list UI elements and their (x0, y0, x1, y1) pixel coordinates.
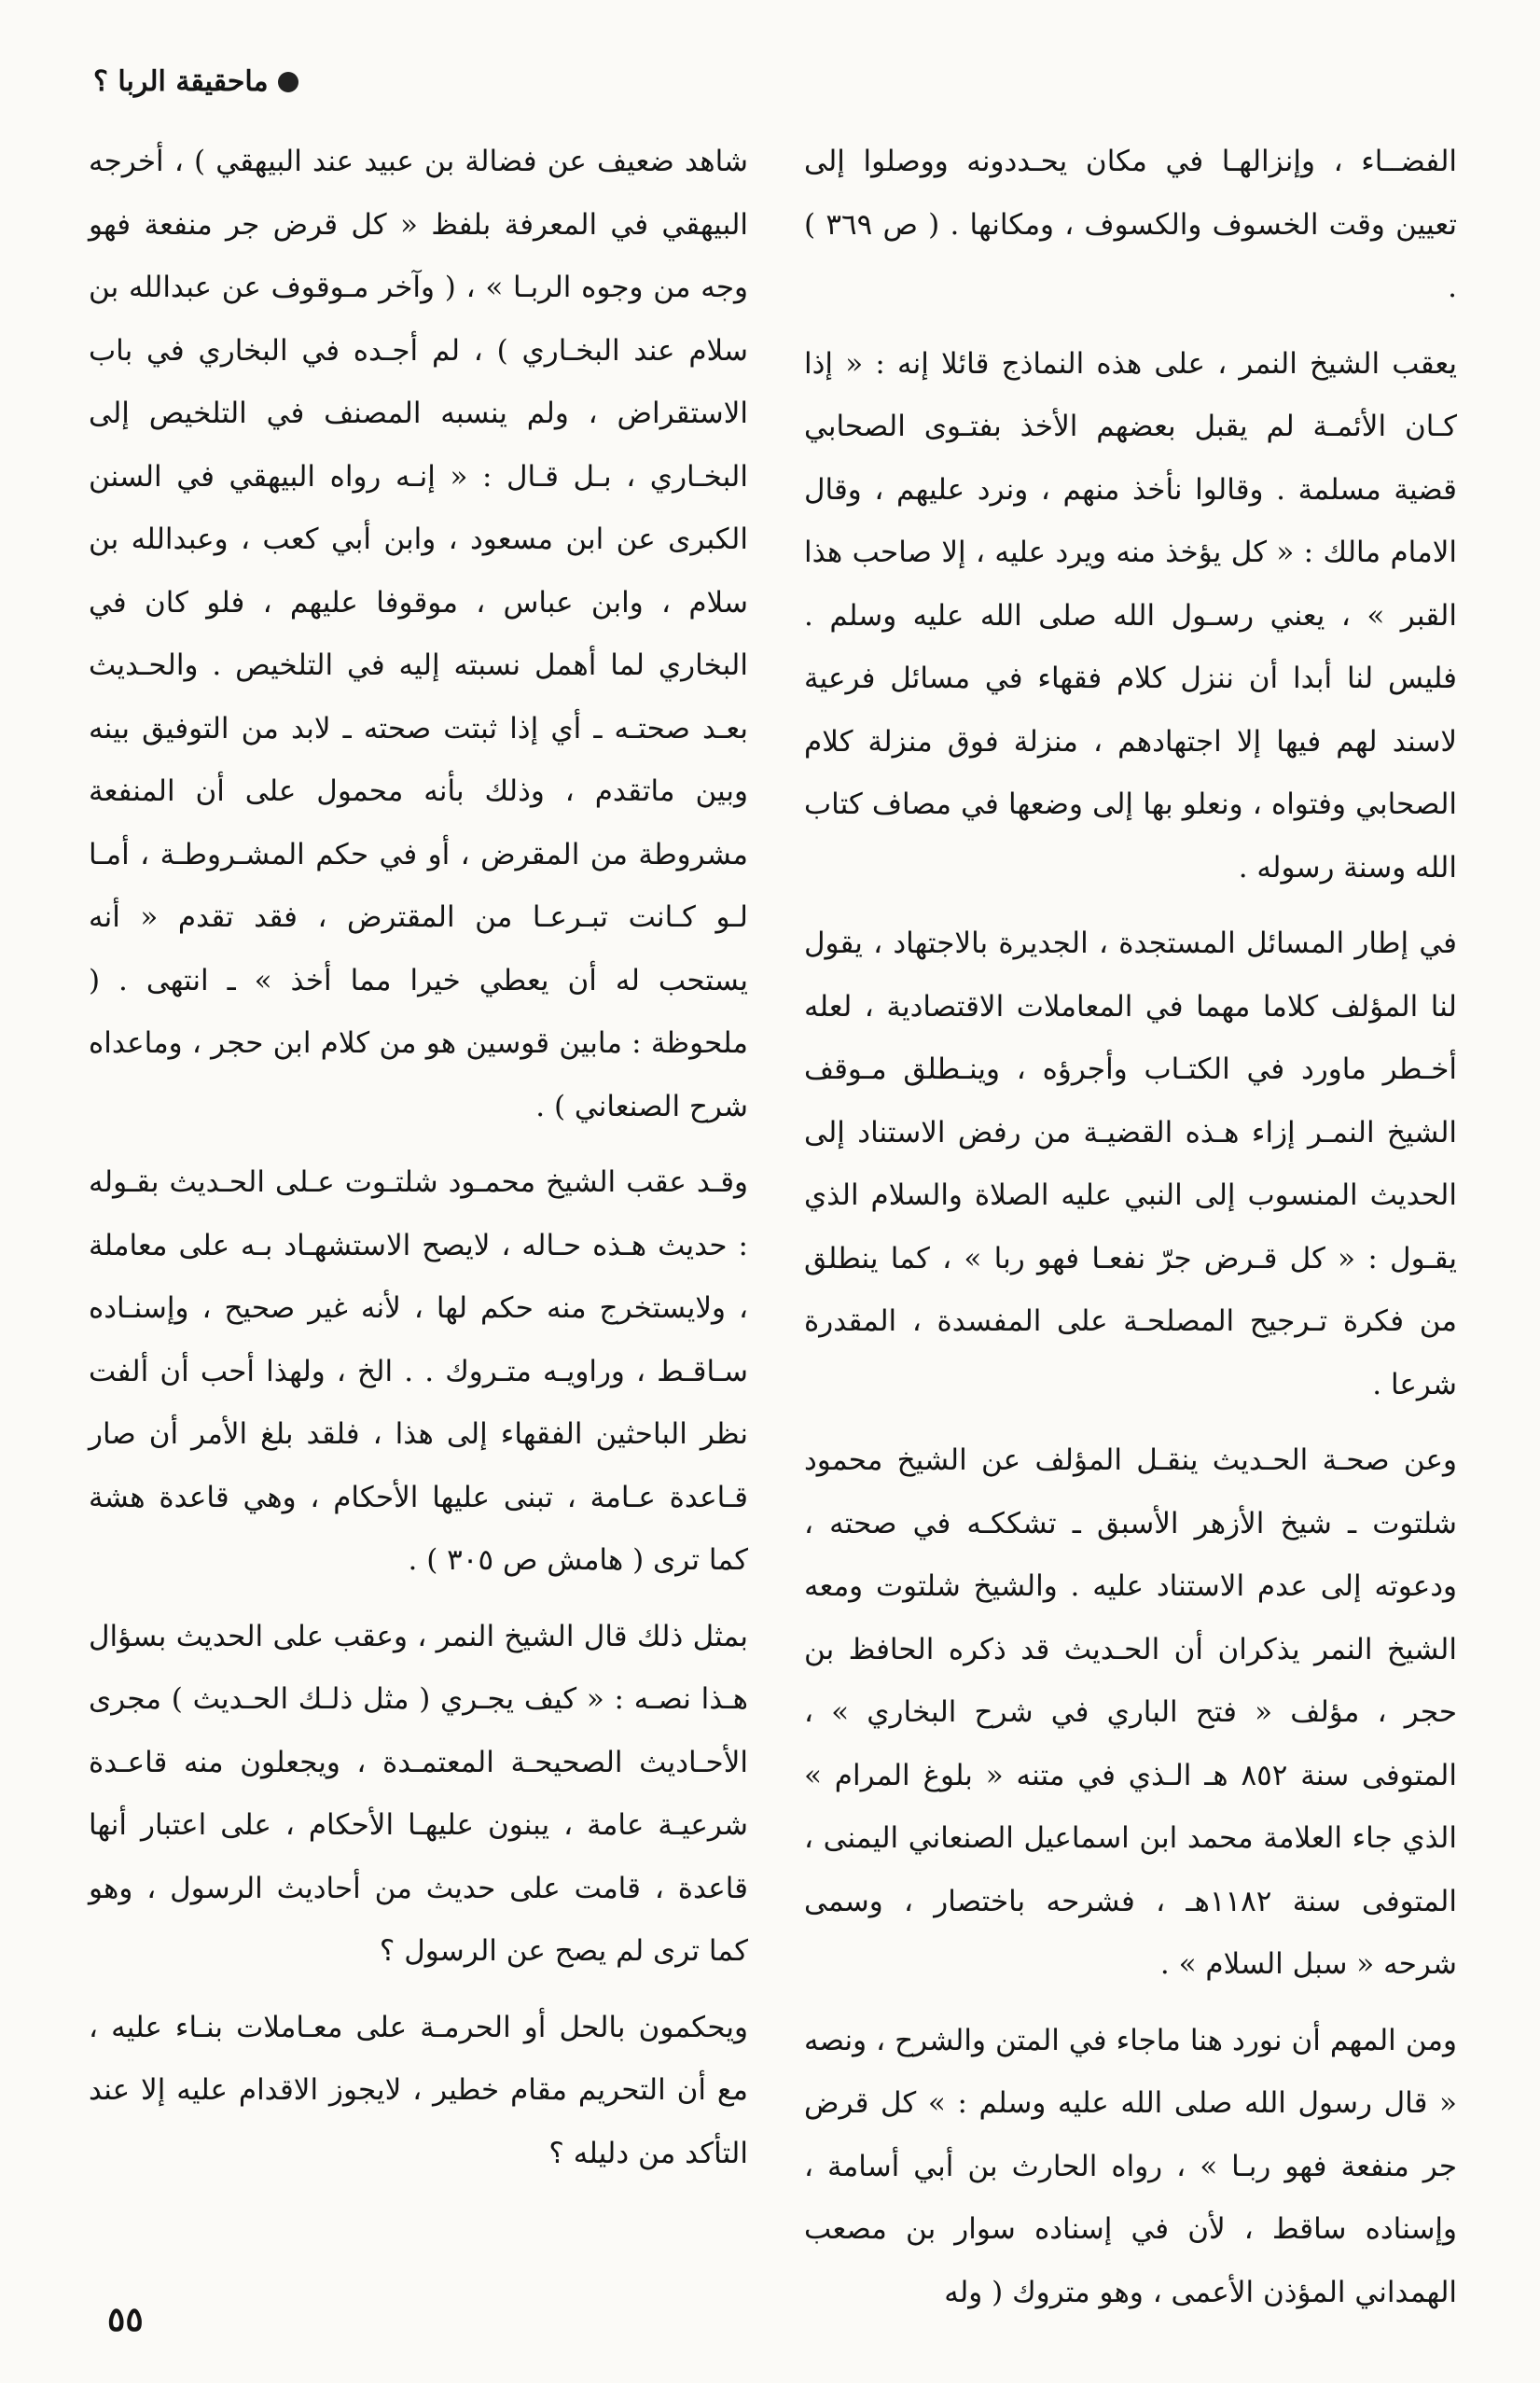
header-title: ماحقيقة الربا ؟ (93, 65, 269, 98)
paragraph: ويحكمون بالحل أو الحرمـة على معـاملات بنـاء عليه ، مع أن التحريم مقام خطير ، لايجوز الاقدام عليه إلا عند التأكد من دليله ؟ (89, 2010, 748, 2170)
paragraph: ومن المهم أن نورد هنا ماجاء في المتن والشرح ، ونصه « قال رسول الله صلى الله عليه وسلم : » كل قرض جر منفعة فهو ربـا » ، رواه الحارث بن أبي أسامة ، وإسناده ساقط ، لأن في إسناده سوار بن مصعب الهمداني المؤذن الأعمى ، وهو متروك ( وله (804, 2023, 1457, 2309)
paragraph: في إطار المسائل المستجدة ، الجديرة بالاجتهاد ، يقول لنا المؤلف كلاما مهما في المعاملات الاقتصادية ، لعله أخـطر ماورد في الكتـاب وأجرؤه ، وينـطلق مـوقف الشيخ النمـر إزاء هـذه القضيـة من رفض الاستناد إلى الحديث المنسوب إلى النبي عليه الصلاة والسلام الذي يقـول : « كل قـرض جرّ نفعـا فهو ربا » ، كما ينطلق من فكرة تـرجيح المصلحـة على المفسدة ، المقدرة شرعا . (804, 927, 1457, 1401)
bullet-dot-icon (278, 72, 298, 92)
paragraph: وعن صحـة الحـديث ينقـل المؤلف عن الشيخ محمود شلتوت ـ شيخ الأزهر الأسبق ـ تشككـه في صحته ، ودعوته إلى عدم الاستناد عليه . والشيخ شلتوت ومعه الشيخ النمر يذكران أن الحـديث قد ذكره الحافظ بن حجر ، مؤلف « فتح الباري في شرح البخاري » ، المتوفى سنة ٨٥٢ هـ الـذي في متنه « بلوغ المرام » الذي جاء العلامة محمد ابن اسماعيل الصنعاني اليمنى ، المتوفى سنة ١١٨٢هـ ، فشرحه باختصار ، وسمى شرحه « سبل السلام » . (804, 1443, 1457, 1981)
paragraph: بمثل ذلك قال الشيخ النمر ، وعقب على الحديث بسؤال هـذا نصـه : « كيف يجـري ( مثل ذلـك الحـديث ) مجرى الأحـاديث الصحيحـة المعتمـدة ، ويجعلون منه قاعـدة شرعيـة عامة ، يبنون عليهـا الأحكام ، على اعتبار أنها قاعدة ، قامت على حديث من أحاديث الرسول ، وهو كما ترى لم يصح عن الرسول ؟ (89, 1619, 748, 1968)
page-number: ٥٥ (107, 2300, 144, 2339)
left-column (89, 131, 748, 2198)
paragraph: يعقب الشيخ النمر ، على هذه النماذج قائلا إنه : « إذا كـان الأئمـة لم يقبل بعضهم الأخذ بفتـوى الصحابي قضية مسلمة . وقالوا نأخذ منهم ، ونرد عليهم ، وقال الامام مالك : « كل يؤخذ منه ويرد عليه ، إلا صاحب هذا القبر » ، يعني رسـول الله صلى الله عليه وسلم . فليس لنا أبدا أن ننزل كلام فقهاء في مسائل فرعية لاسند لهم فيها إلا اجتهادهم ، منزلة فوق منزلة كلام الصحابي وفتواه ، ونعلو بها إلى وضعها في مصاف كتاب الله وسنة رسوله . (804, 346, 1458, 885)
paragraph: الفضــاء ، وإنزالهـا في مكان يحـددونه ووصلوا إلى تعيين وقت الخسوف والكسوف ، ومكانها . ( ص ٣٦٩ ) . (804, 145, 1457, 304)
right-column (804, 131, 1457, 2337)
paragraph: شاهد ضعيف عن فضالة بن عبيد عند البيهقي ) ، أخرجه البيهقي في المعرفة بلفظ « كل قرض جر منفعة فهو وجه من وجوه الربـا » ، ( وآخر مـوقوف عن عبدالله بن سلام عند البخـاري ) ، لم أجـده في البخاري في باب الاستقراض ، ولم ينسبه المصنف في التلخيص إلى البخـاري ، بـل قـال : « إنـه رواه البيهقي في السنن الكبرى عن ابن مسعود ، وابن أبي كعب ، وعبدالله بن سلام ، وابن عباس ، موقوفا عليهم ، فلو كان في البخاري لما أهمل نسبته إليه في التلخيص . والحـديث بعـد صحتـه ـ أي إذا ثبتت صحته ـ لابد من التوفيق بينه وبين ماتقدم ، وذلك بأنه محمول على أن المنفعة مشروطة من المقرض ، أو في حكم المشـروطـة ، أمـا لـو كـانت تبـرعـا من المقترض ، فقد تقدم « أنه يستحب له أن يعطي خيرا مما أخذ » ـ انتهى . ( ملحوظة : مابين قوسين هو من كلام ابن حجر ، وماعداه شرح الصنعاني ) . (89, 145, 748, 1123)
paragraph: وقـد عقب الشيخ محمـود شلتـوت عـلى الحـديث بقـوله : حديث هـذه حـاله ، لايصح الاستشهـاد بـه على معاملة ، ولايستخرج منه حكم لها ، لأنه غير صحيح ، وإسنـاده سـاقـط ، وراويـه متـروك . . الخ ، ولهذا أحب أن ألفت نظر الباحثين الفقهاء إلى هذا ، فلقد بلغ الأمر أن صار قـاعدة عـامة ، تبنى عليها الأحكام ، وهي قاعدة هشة كما ترى ( هامش ص ٣٠٥ ) . (89, 1165, 748, 1577)
running-header (93, 65, 298, 98)
